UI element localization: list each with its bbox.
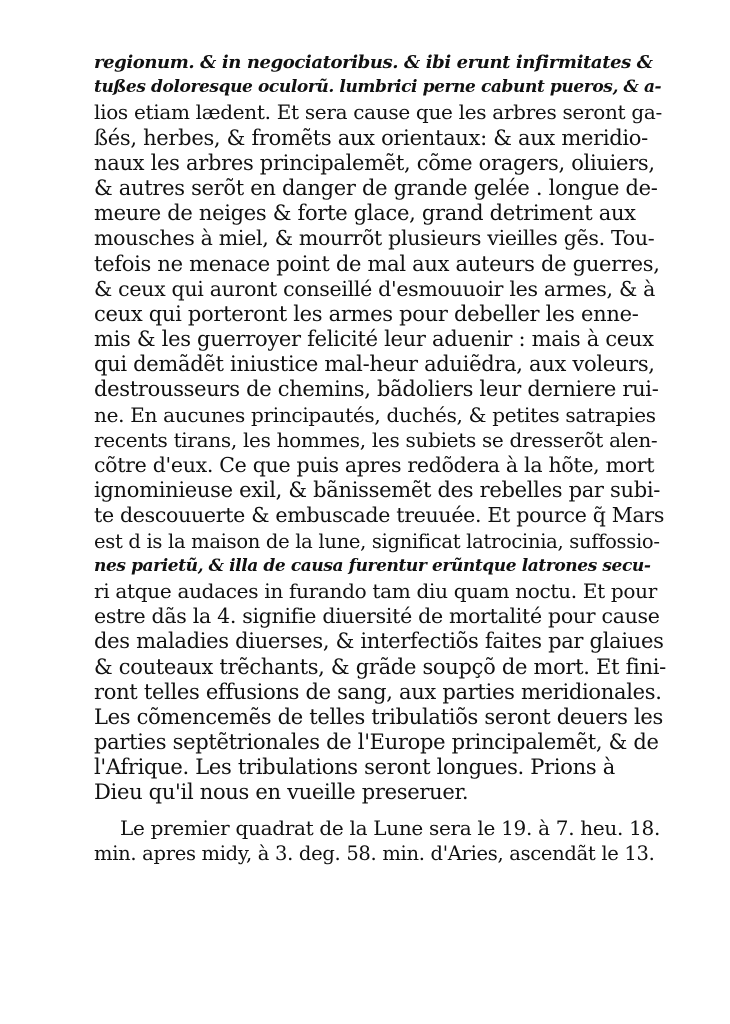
text-line: te descouuerte & embuscade treuuée. Et pource q̃ Mars	[94, 503, 665, 528]
text-line: estre dãs la 4. signifie diuersité de mortalité pour cause	[94, 604, 660, 629]
text-line: destrousseurs de chemins, bãdoliers leur derniere rui-	[94, 377, 659, 402]
text-line: mis & les guerroyer felicité leur aduenir : mais à ceux	[94, 327, 654, 352]
text-line: cõtre d'eux. Ce que puis apres redõdera à la hõte, mort	[94, 453, 655, 477]
text-line: tußes doloresque oculorũ. lumbrici perne cabunt pueros, & a-	[94, 77, 662, 98]
text-line: naux les arbres principalemẽt, cõme oragers, oliuiers,	[94, 150, 655, 175]
text-block	[94, 50, 666, 866]
text-line: lios etiam lædent. Et sera cause que les arbres seront ga-	[94, 100, 662, 125]
text-line: tefois ne menace point de mal aux auteurs de guerres,	[94, 251, 660, 276]
text-line: Dieu qu'il nous en vueille preseruer.	[94, 780, 469, 805]
text-line: Les cõmencemẽs de telles tribulatiõs seront deuers les	[94, 704, 664, 729]
text-line: mousches à miel, & mourrõt plusieurs vieilles gẽs. Tou-	[94, 226, 655, 251]
text-line: ne. En aucunes principautés, duchés, & petites satrapies	[94, 402, 656, 427]
text-line: ront telles effusions de sang, aux parties meridionales.	[94, 679, 662, 704]
paragraph-gap	[94, 806, 666, 816]
text-line: ri atque audaces in furando tam diu quam noctu. Et pour	[94, 578, 658, 603]
text-line: regionum. & in negociatoribus. & ibi erunt infirmitates &	[94, 52, 653, 73]
text-line: meure de neiges & forte glace, grand detriment aux	[94, 201, 636, 226]
text-line: nes parietũ, & illa de causa furentur erũntque latrones secu-	[94, 555, 651, 576]
text-line: des maladies diuerses, & interfectiõs faites par glaiues	[94, 629, 664, 654]
text-line: min. apres midy, à 3. deg. 58. min. d'Aries, ascendãt le 13.	[94, 841, 655, 865]
text-line: est d is la maison de la lune, significat latrocinia, suffossio-	[94, 529, 660, 553]
text-line: l'Afrique. Les tribulations seront longues. Prions à	[94, 755, 615, 780]
text-line: Le premier quadrat de la Lune sera le 19. à 7. heu. 18.	[120, 815, 661, 840]
text-line: recents tirans, les hommes, les subiets se dresserõt alen-	[94, 427, 658, 452]
text-line: & autres serõt en danger de grande gelée . longue de-	[94, 175, 658, 200]
text-line: ignominieuse exil, & bãnissemẽt des rebelles par subi-	[94, 478, 661, 503]
text-line: qui demãdẽt iniustice mal-heur aduiẽdra, aux voleurs,	[94, 352, 655, 377]
text-line: ceux qui porteront les armes pour debeller les enne-	[94, 301, 639, 326]
text-line: & couteaux trẽchants, & grãde soupçõ de mort. Et fini-	[94, 654, 666, 679]
text-line: ßés, herbes, & fromẽts aux orientaux: & aux meridio-	[94, 125, 648, 150]
text-line: parties septẽtrionales de l'Europe principalemẽt, & de	[94, 730, 659, 755]
text-line: & ceux qui auront conseillé d'esmouuoir les armes, & à	[94, 276, 656, 301]
